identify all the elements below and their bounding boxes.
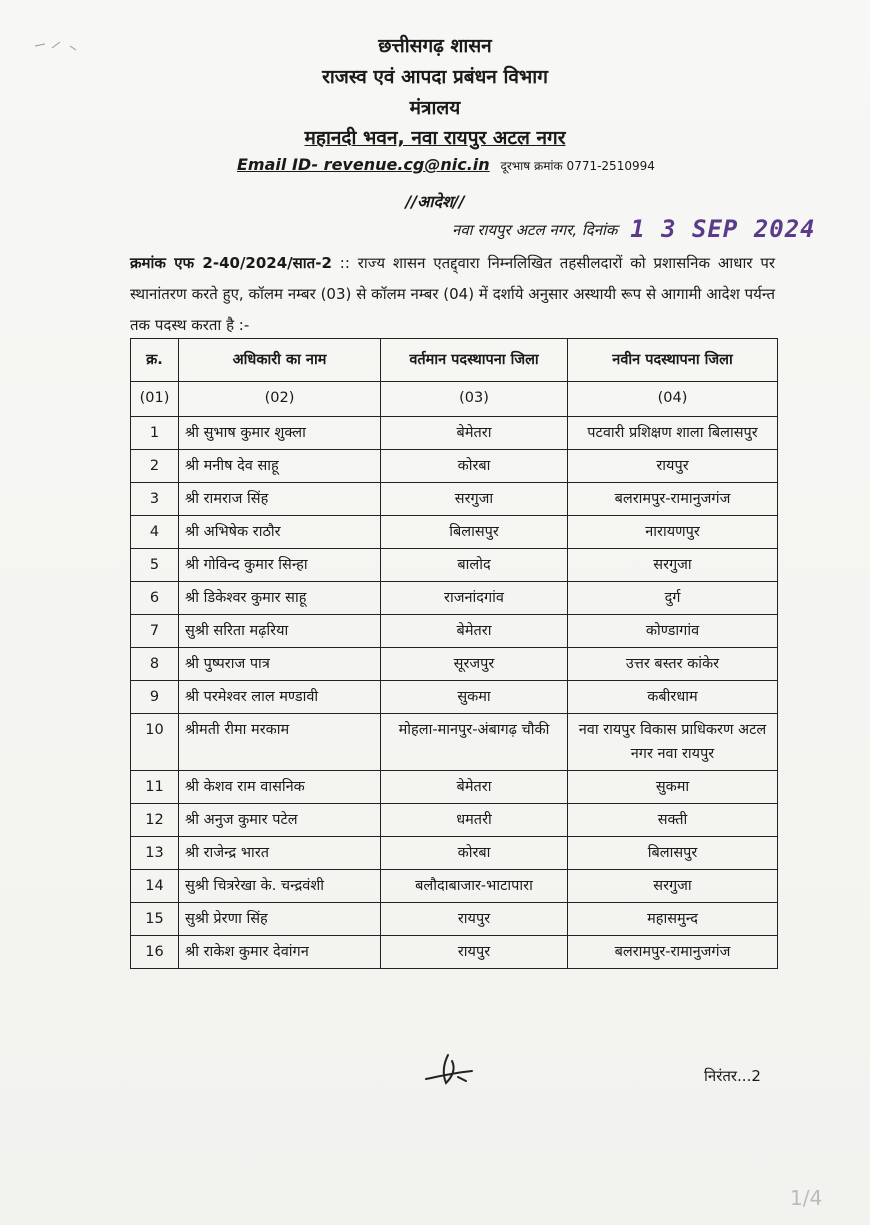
cell-officer-name: श्री केशव राम वासनिक bbox=[179, 771, 381, 804]
cell-officer-name: सुश्री प्रेरणा सिंह bbox=[179, 903, 381, 936]
continued-note: निरंतर...2 bbox=[704, 1067, 761, 1085]
cell-new-district: नवा रायपुर विकास प्राधिकरण अटल नगर नवा रायपुर bbox=[568, 714, 778, 771]
cell-new-district: बिलासपुर bbox=[568, 837, 778, 870]
cell-officer-name: श्री राजेन्द्र भारत bbox=[179, 837, 381, 870]
cell-officer-name: श्री अनुज कुमार पटेल bbox=[179, 804, 381, 837]
cell-new-district: दुर्ग bbox=[568, 582, 778, 615]
column-number-row bbox=[131, 382, 778, 417]
signature-mark bbox=[422, 1047, 482, 1089]
cell-serial: 4 bbox=[131, 516, 179, 549]
header-serial: क्र. bbox=[131, 339, 179, 382]
cell-officer-name: श्री सुभाष कुमार शुक्ला bbox=[179, 417, 381, 450]
cell-officer-name: श्री पुष्पराज पात्र bbox=[179, 648, 381, 681]
cell-new-district: महासमुन्द bbox=[568, 903, 778, 936]
email-link[interactable]: Email ID- revenue.cg@nic.in bbox=[237, 155, 490, 174]
cell-officer-name: श्री रामराज सिंह bbox=[179, 483, 381, 516]
cell-new-district: पटवारी प्रशिक्षण शाला बिलासपुर bbox=[568, 417, 778, 450]
cell-officer-name: श्री अभिषेक राठौर bbox=[179, 516, 381, 549]
cell-serial: 10 bbox=[131, 714, 179, 771]
cell-officer-name: सुश्री चित्ररेखा के. चन्द्रवंशी bbox=[179, 870, 381, 903]
order-title: //आदेश// bbox=[405, 192, 465, 211]
govt-title: छत्तीसगढ़ शासन bbox=[378, 35, 492, 57]
page-number: 1/4 bbox=[790, 1186, 823, 1210]
address-title: महानदी भवन, नवा रायपुर अटल नगर bbox=[304, 127, 566, 149]
table-row bbox=[131, 870, 778, 903]
table-row bbox=[131, 450, 778, 483]
dateline bbox=[452, 215, 816, 243]
cell-new-district: सक्ती bbox=[568, 804, 778, 837]
cell-officer-name: श्रीमती रीमा मरकाम bbox=[179, 714, 381, 771]
cell-current-district: रायपुर bbox=[381, 903, 568, 936]
cell-current-district: बिलासपुर bbox=[381, 516, 568, 549]
table-row bbox=[131, 483, 778, 516]
cell-new-district: बलरामपुर-रामानुजगंज bbox=[568, 483, 778, 516]
cell-current-district: राजनांदगांव bbox=[381, 582, 568, 615]
contact-line bbox=[237, 155, 655, 174]
cell-current-district: सूरजपुर bbox=[381, 648, 568, 681]
cell-officer-name: सुश्री सरिता मढ़रिया bbox=[179, 615, 381, 648]
cell-serial: 8 bbox=[131, 648, 179, 681]
table-header-row bbox=[131, 339, 778, 382]
cell-new-district: कोण्डागांव bbox=[568, 615, 778, 648]
order-reference: क्रमांक एफ 2-40/2024/सात-2 bbox=[130, 254, 332, 272]
cell-new-district: बलरामपुर-रामानुजगंज bbox=[568, 936, 778, 969]
cell-current-district: धमतरी bbox=[381, 804, 568, 837]
cell-serial: 5 bbox=[131, 549, 179, 582]
cell-current-district: बेमेतरा bbox=[381, 615, 568, 648]
cell-current-district: मोहला-मानपुर-अंबागढ़ चौकी bbox=[381, 714, 568, 771]
table-row bbox=[131, 417, 778, 450]
column-number: (02) bbox=[179, 382, 381, 417]
cell-officer-name: श्री डिकेश्वर कुमार साहू bbox=[179, 582, 381, 615]
table-row bbox=[131, 648, 778, 681]
cell-serial: 11 bbox=[131, 771, 179, 804]
cell-serial: 1 bbox=[131, 417, 179, 450]
department-title: राजस्व एवं आपदा प्रबंधन विभाग bbox=[322, 66, 548, 88]
cell-current-district: बेमेतरा bbox=[381, 417, 568, 450]
cell-new-district: उत्तर बस्तर कांकेर bbox=[568, 648, 778, 681]
cell-current-district: सरगुजा bbox=[381, 483, 568, 516]
table-row bbox=[131, 549, 778, 582]
order-paragraph bbox=[130, 248, 775, 341]
cell-current-district: बालोद bbox=[381, 549, 568, 582]
order-text: :: राज्य शासन एतद्द्वारा निम्नलिखित तहसीलदारों को प्रशासनिक आधार पर स्थानांतरण करते हुए, कॉलम नम्बर (03) से कॉलम नम्बर (04) में दर्शाये अनुसार अस्थायी रूप से आगामी आदेश पर्यन्त तक पदस्थ करता है :- bbox=[130, 254, 775, 334]
cell-officer-name: श्री परमेश्वर लाल मण्डावी bbox=[179, 681, 381, 714]
cell-new-district: नारायणपुर bbox=[568, 516, 778, 549]
column-number: (04) bbox=[568, 382, 778, 417]
table-row bbox=[131, 582, 778, 615]
cell-current-district: बलौदाबाजार-भाटापारा bbox=[381, 870, 568, 903]
cell-new-district: सरगुजा bbox=[568, 549, 778, 582]
transfer-table bbox=[130, 338, 778, 969]
cell-current-district: कोरबा bbox=[381, 837, 568, 870]
cell-serial: 6 bbox=[131, 582, 179, 615]
table-body bbox=[131, 417, 778, 969]
date-stamp: 1 3 SEP 2024 bbox=[630, 215, 816, 243]
column-number: (03) bbox=[381, 382, 568, 417]
table-row bbox=[131, 837, 778, 870]
cell-serial: 7 bbox=[131, 615, 179, 648]
cell-officer-name: श्री गोविन्द कुमार सिन्हा bbox=[179, 549, 381, 582]
header-current-district: वर्तमान पदस्थापना जिला bbox=[381, 339, 568, 382]
cell-officer-name: श्री मनीष देव साहू bbox=[179, 450, 381, 483]
header-officer-name: अधिकारी का नाम bbox=[179, 339, 381, 382]
cell-serial: 12 bbox=[131, 804, 179, 837]
cell-serial: 16 bbox=[131, 936, 179, 969]
cell-serial: 13 bbox=[131, 837, 179, 870]
table-row bbox=[131, 936, 778, 969]
cell-new-district: कबीरधाम bbox=[568, 681, 778, 714]
phone-number: दूरभाष क्रमांक 0771-2510994 bbox=[500, 159, 655, 173]
table-row bbox=[131, 714, 778, 771]
table-row bbox=[131, 516, 778, 549]
cell-serial: 15 bbox=[131, 903, 179, 936]
cell-serial: 14 bbox=[131, 870, 179, 903]
cell-current-district: कोरबा bbox=[381, 450, 568, 483]
table-row bbox=[131, 771, 778, 804]
table-row bbox=[131, 681, 778, 714]
cell-current-district: बेमेतरा bbox=[381, 771, 568, 804]
header-new-district: नवीन पदस्थापना जिला bbox=[568, 339, 778, 382]
cell-officer-name: श्री राकेश कुमार देवांगन bbox=[179, 936, 381, 969]
table-row bbox=[131, 804, 778, 837]
table-row bbox=[131, 615, 778, 648]
cell-serial: 2 bbox=[131, 450, 179, 483]
table-row bbox=[131, 903, 778, 936]
cell-new-district: रायपुर bbox=[568, 450, 778, 483]
cell-current-district: रायपुर bbox=[381, 936, 568, 969]
cell-new-district: सुकमा bbox=[568, 771, 778, 804]
cell-serial: 3 bbox=[131, 483, 179, 516]
cell-current-district: सुकमा bbox=[381, 681, 568, 714]
column-number: (01) bbox=[131, 382, 179, 417]
ministry-title: मंत्रालय bbox=[409, 97, 461, 119]
cell-new-district: सरगुजा bbox=[568, 870, 778, 903]
cell-serial: 9 bbox=[131, 681, 179, 714]
dateline-place: नवा रायपुर अटल नगर, दिनांक bbox=[452, 221, 618, 239]
